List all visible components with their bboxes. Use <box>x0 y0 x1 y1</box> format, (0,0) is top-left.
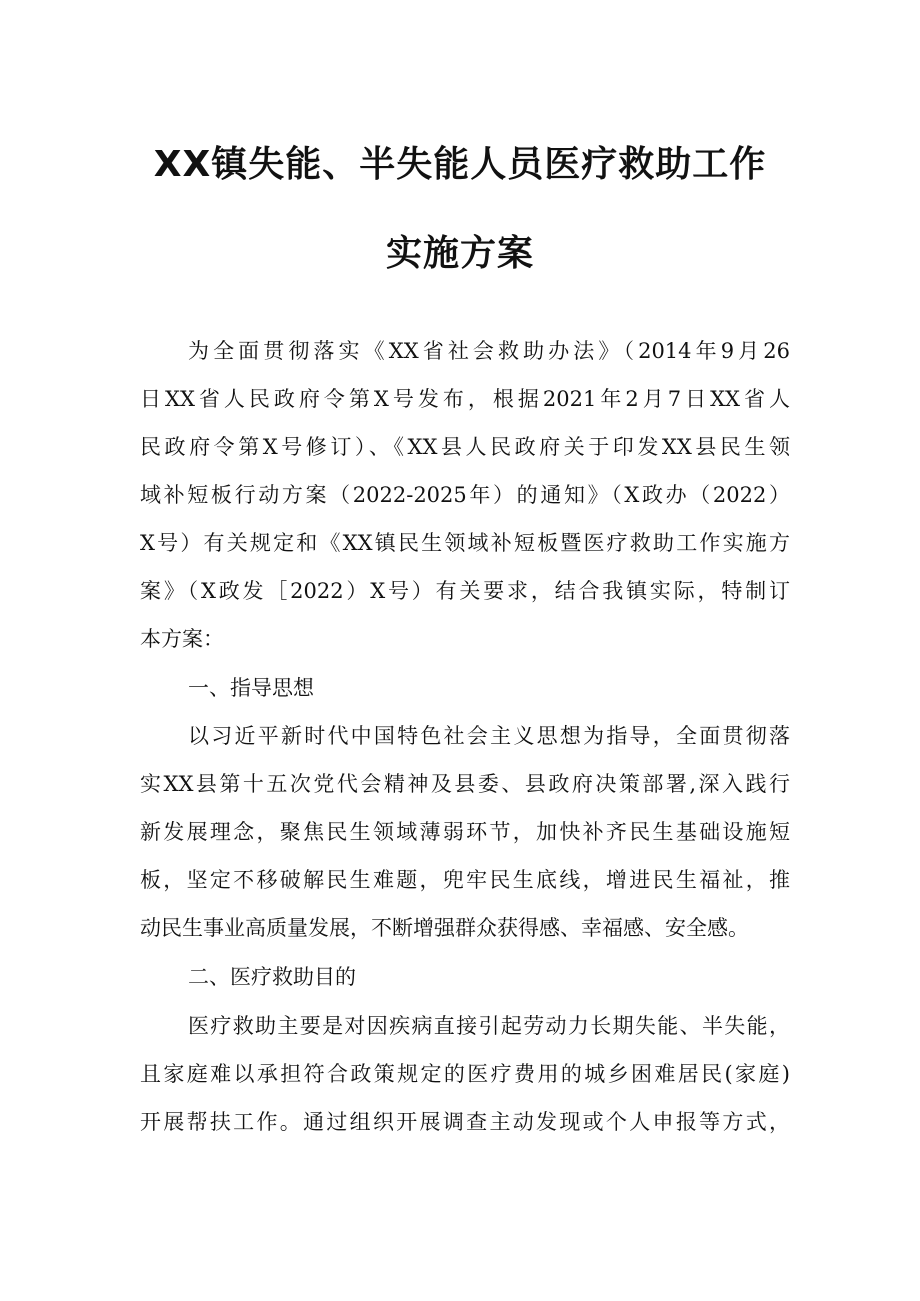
document-title-line-1: XX镇失能、半失能人员医疗救助工作 <box>153 144 767 185</box>
paragraph-line: 动民生事业高质量发展，不断增强群众获得感、幸福感、安全感。 <box>140 916 749 940</box>
paragraph-line: 新发展理念，聚焦民生领域薄弱环节，加快补齐民生基础设施短 <box>140 820 790 844</box>
paragraph-line: 为全面贯彻落实《XX省社会救助办法》（2014年9月26 <box>188 339 790 363</box>
paragraph-line: 板，坚定不移破解民生难题，兜牢民生底线，增进民生福祉，推 <box>140 868 790 892</box>
paragraph-line: 开展帮扶工作。通过组织开展调查主动发现或个人申报等方式， <box>140 1110 790 1134</box>
paragraph-line: X号）有关规定和《XX镇民生领域补短板暨医疗救助工作实施方 <box>140 531 790 555</box>
paragraph-line: 民政府令第X号修订）、《XX县人民政府关于印发XX县民生领 <box>140 435 790 459</box>
section-heading-medical-aid-purpose: 二、医疗救助目的 <box>188 965 356 989</box>
paragraph-line: 日XX省人民政府令第X号发布，根据2021年2月7日XX省人 <box>140 387 790 411</box>
paragraph-line: 域补短板行动方案（2022-2025年）的通知》（X政办（2022） <box>140 483 790 507</box>
paragraph-line: 实XX县第十五次党代会精神及县委、县政府决策部署,深入践行 <box>140 772 790 796</box>
section-heading-guiding-ideology: 一、指导思想 <box>188 676 314 700</box>
paragraph-line: 医疗救助主要是对因疾病直接引起劳动力长期失能、半失能， <box>188 1014 790 1038</box>
paragraph-line: 且家庭难以承担符合政策规定的医疗费用的城乡困难居民(家庭) <box>140 1062 790 1086</box>
paragraph-line: 本方案： <box>140 627 224 651</box>
paragraph-line: 以习近平新时代中国特色社会主义思想为指导，全面贯彻落 <box>188 724 790 748</box>
document-title-line-2: 实施方案 <box>385 233 534 274</box>
paragraph-line: 案》（X政发［2022）X号）有关要求，结合我镇实际，特制订 <box>140 579 790 603</box>
